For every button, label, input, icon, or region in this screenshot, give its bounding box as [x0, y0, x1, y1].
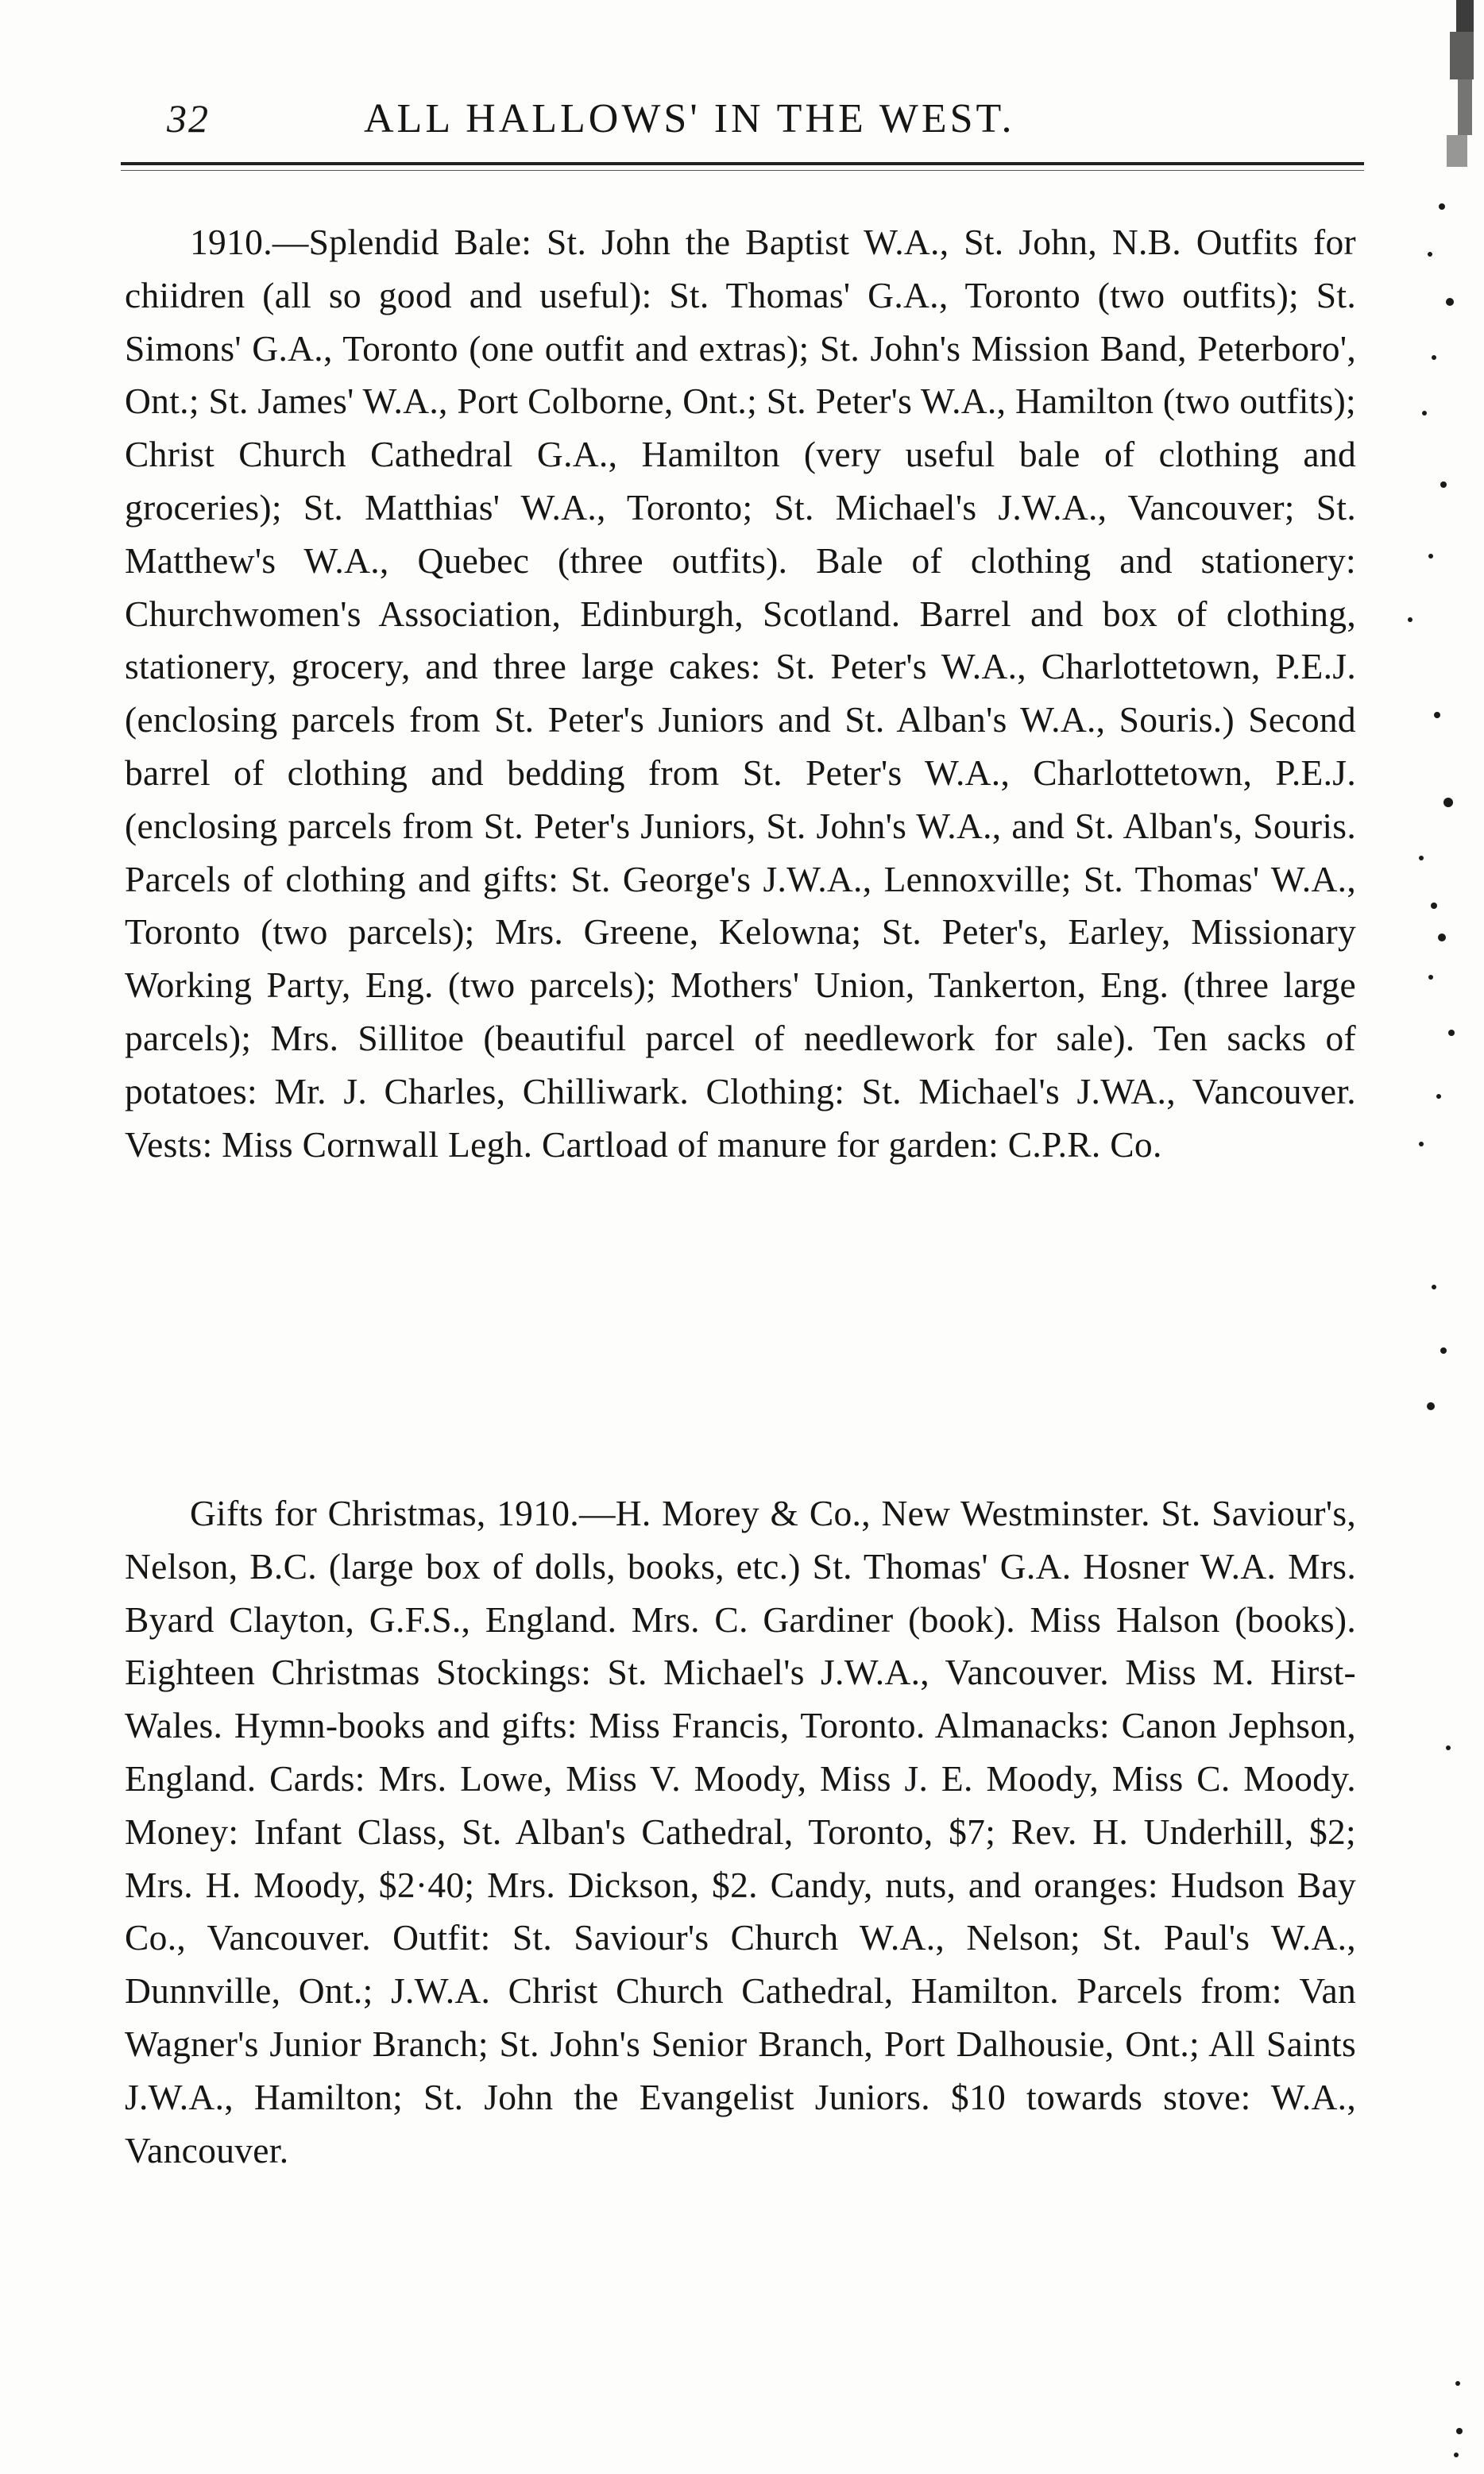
- header-rule-thin: [121, 170, 1364, 171]
- running-title: ALL HALLOWS' IN THE WEST.: [364, 96, 1015, 141]
- paragraph-christmas-gifts: Gifts for Christmas, 1910.—H. Morey & Co., New Westminster. St. Saviour's, Nelson, B.C. (large box of dolls, books, etc.) St. Thomas' G.A. Hosner W.A. Mrs. Byard Clayton, G.F.S., England. Mrs. C. Gardiner (book). Miss Halson (books). Eighteen Christmas Stockings: St. Michael's J.W.A., Vancouver. Miss M. Hirst-Wales. Hymn-books and gifts: Miss Francis, Toronto. Almanacks: Canon Jephson, England. Cards: Mrs. Lowe, Miss V. Moody, Miss J. E. Moody, Miss C. Moody. Money: Infant Class, St. Alban's Cathedral, Toronto, $7; Rev. H. Underhill, $2; Mrs. H. Moody, $2·40; Mrs. Dickson, $2. Candy, nuts, and oranges: Hudson Bay Co., Vancouver. Outfit: St. Saviour's Church W.A., Nelson; St. Paul's W.A., Dunnville, Ont.; J.W.A. Christ Church Cathedral, Hamilton. Parcels from: Van Wagner's Junior Branch; St. John's Senior Branch, Port Dalhousie, Ont.; All Saints J.W.A., Hamilton; St. John the Evangelist Juniors. $10 towards stove: W.A., Vancouver.: [125, 1493, 1356, 2171]
- header-rule: [121, 162, 1364, 165]
- scan-margin-noise: [1355, 0, 1482, 2474]
- paragraph-1910-bale: 1910.—Splendid Bale: St. John the Baptist W.A., St. John, N.B. Outfits for chiidren (all so good and useful): St. Thomas' G.A., Toronto (two outfits); St. Simons' G.A., Toronto (one outfit and extras); St. John's Mission Band, Peterboro', Ont.; St. James' W.A., Port Colborne, Ont.; St. Peter's W.A., Hamilton (two outfits); Christ Church Cathedral G.A., Hamilton (very useful bale of clothing and groceries); St. Matthias' W.A., Toronto; St. Michael's J.W.A., Vancouver; St. Matthew's W.A., Quebec (three outfits). Bale of clothing and stationery: Churchwomen's Association, Edinburgh, Scotland. Barrel and box of clothing, stationery, grocery, and three large cakes: St. Peter's W.A., Charlottetown, P.E.J. (enclosing parcels from St. Peter's Juniors and St. Alban's W.A., Souris.) Second barrel of clothing and bedding from St. Peter's W.A., Charlottetown, P.E.J. (enclosing parcels from St. Peter's Juniors, St. John's W.A., and St. Alban's, Souris. Parcels of clothing and gifts: St. George's J.W.A., Lennoxville; St. Thomas' W.A., Toronto (two parcels); Mrs. Greene, Kelowna; St. Peter's, Earley, Missionary Working Party, Eng. (two parcels); Mothers' Union, Tankerton, Eng. (three large parcels); Mrs. Sillitoe (beautiful parcel of needlework for sale). Ten sacks of potatoes: Mr. J. Charles, Chilliwark. Clothing: St. Michael's J.WA., Vancouver. Vests: Miss Cornwall Legh. Cartload of manure for garden: C.P.R. Co.: [125, 222, 1356, 1165]
- page-number: 32: [167, 96, 210, 141]
- page-header: [126, 89, 1365, 153]
